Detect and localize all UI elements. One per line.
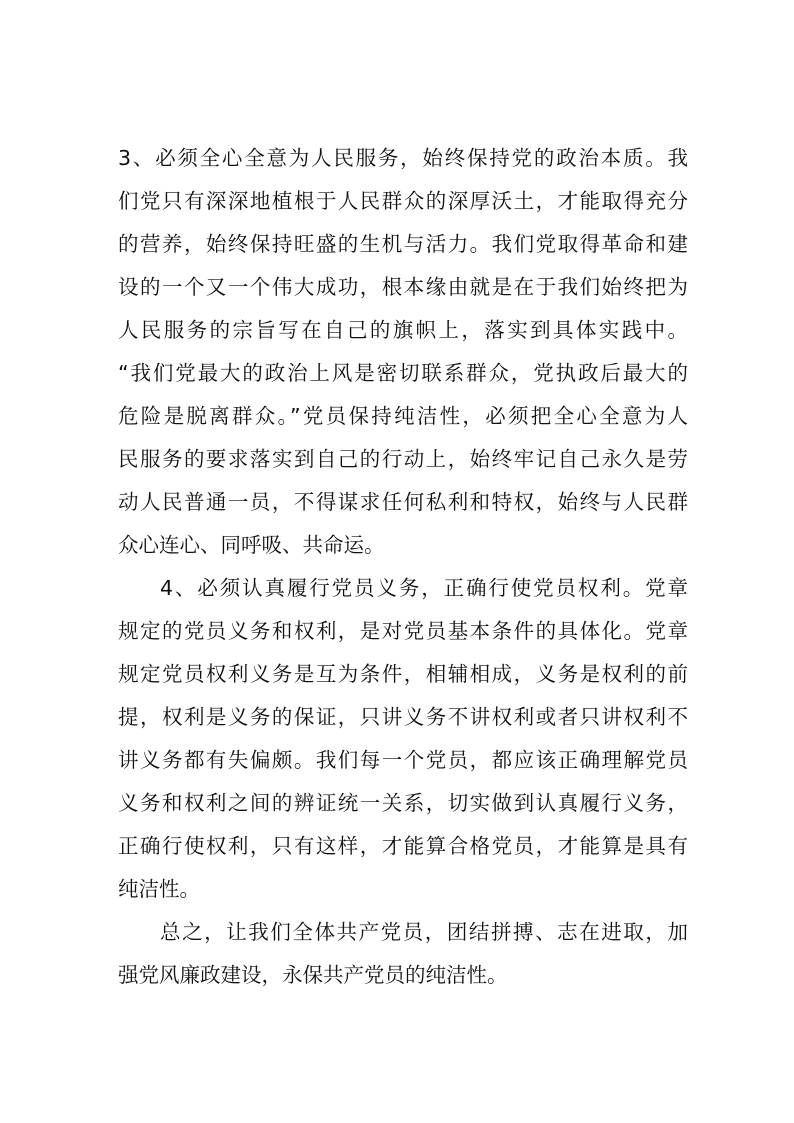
paragraph-line: 3、必须全心全意为人民服务，始终保持党的政治本质。我 bbox=[118, 146, 688, 170]
paragraph-line: 义务和权利之间的辨证统一关系，切实做到认真履行义务， bbox=[118, 791, 688, 815]
paragraph-line: 总之，让我们全体共产党员，团结拼搏、志在进取，加 bbox=[160, 920, 688, 944]
paragraph-line: 的营养，始终保持旺盛的生机与活力。我们党取得革命和建 bbox=[118, 232, 688, 256]
paragraph-line: 规定党员权利义务是互为条件，相辅相成，义务是权利的前 bbox=[118, 662, 688, 686]
paragraph-line: 提，权利是义务的保证，只讲义务不讲权利或者只讲权利不 bbox=[118, 705, 688, 729]
paragraph-line: 人民服务的宗旨写在自己的旗帜上，落实到具体实践中。 bbox=[118, 318, 688, 342]
paragraph-line: 规定的党员义务和权利，是对党员基本条件的具体化。党章 bbox=[118, 619, 688, 643]
paragraph-line: 民服务的要求落实到自己的行动上，始终牢记自己永久是劳 bbox=[118, 447, 688, 471]
paragraph-line: 设的一个又一个伟大成功，根本缘由就是在于我们始终把为 bbox=[118, 275, 688, 299]
paragraph-line: 危险是脱离群众。”党员保持纯洁性，必须把全心全意为人 bbox=[118, 404, 688, 428]
paragraph-line: 纯洁性。 bbox=[118, 877, 200, 901]
paragraph-line: 正确行使权利，只有这样，才能算合格党员，才能算是具有 bbox=[118, 834, 688, 858]
paragraph-line: “我们党最大的政治上风是密切联系群众，党执政后最大的 bbox=[118, 361, 688, 385]
paragraph-line: 强党风廉政建设，永保共产党员的纯洁性。 bbox=[118, 963, 508, 987]
paragraph-line: 们党只有深深地植根于人民群众的深厚沃土，才能取得充分 bbox=[118, 189, 688, 213]
paragraph-line: 众心连心、同呼吸、共命运。 bbox=[118, 533, 385, 557]
paragraph-line: 4、必须认真履行党员义务，正确行使党员权利。党章 bbox=[160, 576, 688, 600]
paragraph-line: 动人民普通一员，不得谋求任何私利和特权，始终与人民群 bbox=[118, 490, 688, 514]
paragraph-line: 讲义务都有失偏颇。我们每一个党员，都应该正确理解党员 bbox=[118, 748, 688, 772]
